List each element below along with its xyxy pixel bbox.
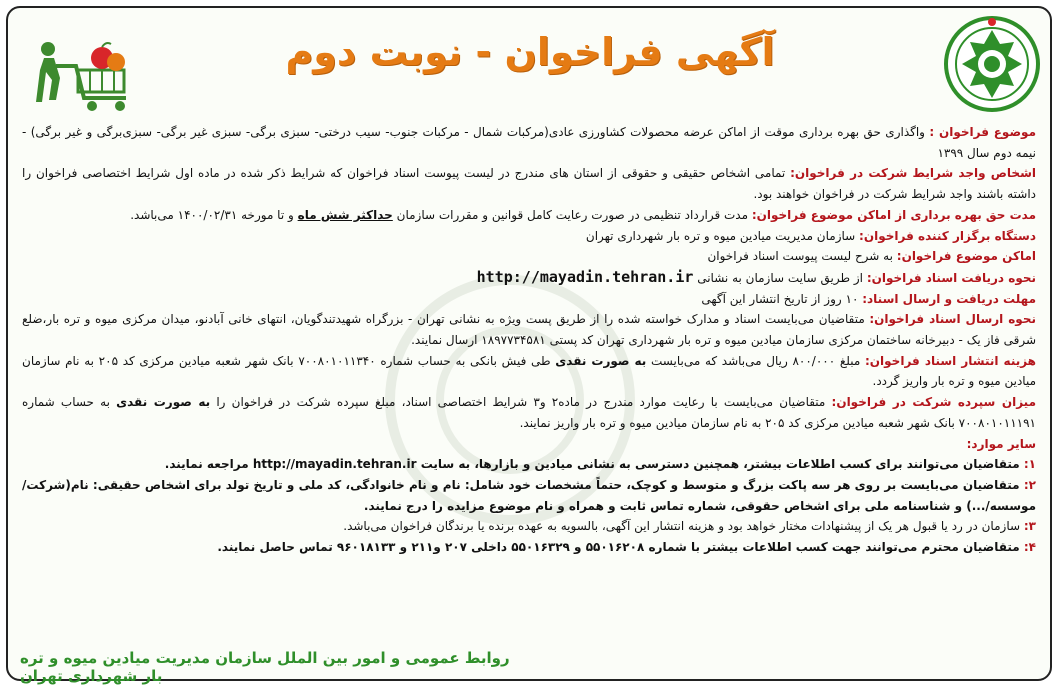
deposit-label: میزان سپرده شرکت در فراخوان:	[831, 395, 1037, 410]
locations-label: اماکن موضوع فراخوان:	[896, 249, 1036, 264]
subject-label: موضوع فراخوان :	[929, 125, 1036, 139]
other-item-1-url-link[interactable]: http://mayadin.tehran.ir	[252, 457, 417, 472]
deposit-text: متقاضیان می‌بایست با رعایت موارد مندرج در ماده۲ و۳ شرایط اختصاصی اسناد، مبلغ سپرده شرکت در فراخوان را	[216, 395, 826, 410]
other-item-1-text: متقاضیان می‌توانند برای کسب اطلاعات بیشتر، همچنین دسترسی به نشانی میادین و بازارها، به سایت	[420, 457, 1020, 472]
other-label: سایر موارد:	[966, 436, 1036, 451]
other-item-2-num: ۲:	[1023, 477, 1036, 492]
receive-url-link[interactable]: http://mayadin.tehran.ir	[476, 267, 694, 286]
duration-highlight: حداکثر شش ماه	[297, 207, 393, 222]
footer-credit: روابط عمومی و امور بین الملل سازمان مدیریت میادین میوه و تره بار شهرداری تهران	[20, 649, 510, 685]
duration-label: مدت حق بهره برداری از اماکن موضوع فراخوان:	[751, 207, 1036, 222]
page-title: آگهی فراخوان - نوبت دوم	[285, 30, 775, 74]
send-label: نحوه ارسال اسناد فراخوان:	[869, 312, 1036, 327]
send-text: متقاضیان می‌بایست اسناد و مدارک خواسته شده را از طریق پست ویژه به نشانی تهران - بزرگراه شهیدتندگویان، انتهای خانی آبادنو، میدان مرکزی میوه و تره بار،ضلع شرقی فاز یک - دبیرخانه ساختمان مرکزی سازمان میادین میوه و تره بار شهرداری تهران کد پستی ۱۸۹۷۷۳۴۵۸۱ ارسال نمایند.	[22, 312, 1036, 348]
shopping-cart-icon	[36, 40, 132, 116]
deadline-label: مهلت دریافت و ارسال اسناد:	[862, 291, 1036, 306]
fee-text-after: طی فیش بانکی به حساب شماره ۷۰۰۸۰۱۰۱۱۳۴۰ بانک شهر شعبه میادین مرکزی کد ۲۰۵ به نام سازمان میادین میوه و تره بار واریز گردد.	[22, 353, 1036, 389]
other-item-3-text: سازمان در رد یا قبول هر یک از پیشنهادات مختار خواهد بود و هزینه انتشار این آگهی، بالسویه به عهده برنده یا برندگان فراخوان می‌باشد.	[343, 519, 1021, 534]
receive-label: نحوه دریافت اسناد فراخوان:	[866, 270, 1036, 285]
section-receive	[22, 267, 1036, 289]
notice-body	[22, 122, 1036, 558]
other-item-4-num: ۴:	[1023, 540, 1036, 555]
other-item-4-text: متقاضیان محترم می‌توانند جهت کسب اطلاعات بیشتر با شماره ۵۵۰۱۶۲۰۸ و ۵۵۰۱۶۳۲۹ داخلی ۲۰۷ و۲۱۱ و ۹۶۰۱۸۱۳۳ تماس حاصل نمایند.	[217, 540, 1020, 555]
other-item-1-num: ۱:	[1023, 457, 1036, 472]
organizer-label: دستگاه برگزار کننده فراخوان:	[859, 228, 1036, 243]
other-item-3	[22, 516, 1036, 537]
section-other	[22, 434, 1036, 455]
fee-label: هزینه انتشار اسناد فراخوان:	[865, 353, 1037, 368]
organization-logo	[942, 14, 1042, 114]
duration-text-after: و تا مورخه ۱۴۰۰/۰۲/۳۱ می‌باشد.	[130, 207, 294, 222]
deadline-text: ۱۰ روز از تاریخ انتشار این آگهی	[701, 291, 859, 306]
section-fee	[22, 351, 1036, 392]
section-organizer	[22, 226, 1036, 247]
header	[0, 0, 1058, 118]
receive-text: از طریق سایت سازمان به نشانی	[697, 270, 863, 285]
eligibility-label: اشخاص واجد شرایط شرکت در فراخوان:	[790, 166, 1036, 181]
fee-text: مبلغ ۸۰۰/۰۰۰ ریال می‌باشد که می‌بایست	[651, 353, 861, 368]
deposit-bold: به صورت نقدی	[116, 395, 211, 410]
subject-text: واگذاری حق بهره برداری موقت از اماکن عرضه محصولات کشاورزی عادی(مرکبات شمال - مرکبات جنوب- سیب درختی- سبزی برگی- سبزی غیر برگی- سبزی‌برگی و غیر برگی) - نیمه دوم سال ۱۳۹۹	[22, 125, 1036, 160]
other-item-4	[22, 537, 1036, 558]
section-subject	[22, 122, 1036, 163]
section-deadline	[22, 289, 1036, 310]
section-locations	[22, 246, 1036, 267]
other-item-2	[22, 475, 1036, 516]
eligibility-text: تمامی اشخاص حقیقی و حقوقی از استان های مندرج در لیست پیوست اسناد فراخوان که شرایط ذکر شده در ماده اول شرایط اختصاصی فراخوان را داشته باشند واجد شرایط شرکت در فراخوان خواهند بود.	[22, 166, 1036, 202]
other-item-1	[22, 454, 1036, 475]
deposit-text-after: به حساب شماره ۷۰۰۸۰۱۰۱۱۱۹۱ بانک شهر شعبه میادین مرکزی کد ۲۰۵ به نام سازمان میادین میوه و تره بار واریز نمایند.	[22, 395, 1036, 430]
section-deposit	[22, 392, 1036, 433]
fee-bold: به صورت نقدی	[555, 353, 647, 368]
other-item-3-num: ۳:	[1023, 519, 1036, 534]
locations-text: به شرح لیست پیوست اسناد فراخوان	[707, 249, 893, 264]
other-item-1-text-after: مراجعه نمایند.	[164, 457, 249, 472]
section-eligibility	[22, 163, 1036, 204]
organizer-text: سازمان مدیریت میادین میوه و تره بار شهرداری تهران	[585, 228, 856, 243]
section-duration	[22, 205, 1036, 226]
other-item-2-text: متقاضیان می‌بایست بر روی هر سه پاکت بزرگ و متوسط و کوچک، حتماً مشخصات خود شامل: نام و نام خانوادگی، کد ملی و تاریخ تولد برای اشخاص حقیقی: نام(شرکت/موسسه/...) و شناسنامه ملی برای اشخاص حقوقی، شماره تماس ثابت و همراه و نام موضوع مزایده را درج نمایند.	[22, 477, 1036, 513]
section-send	[22, 309, 1036, 350]
duration-text: مدت قرارداد تنظیمی در صورت رعایت کامل قوانین و مقررات سازمان	[396, 207, 749, 222]
